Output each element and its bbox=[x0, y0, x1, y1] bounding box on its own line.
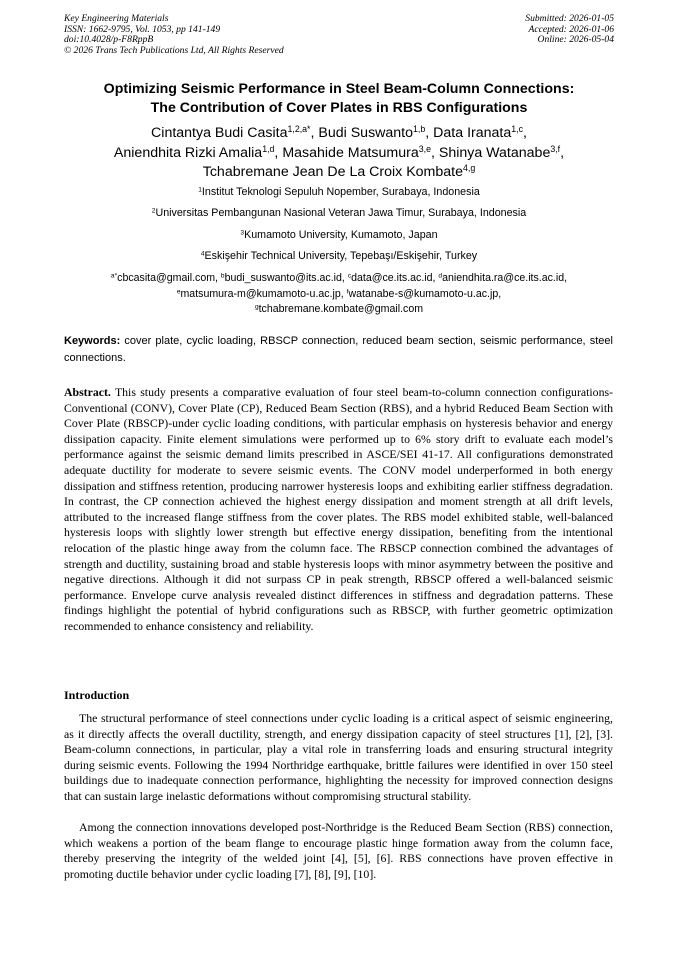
author-affil-sup: 1,2,a* bbox=[287, 124, 311, 135]
author-affil-sup: 1,c bbox=[511, 124, 523, 135]
author-name: Shinya Watanabe bbox=[438, 144, 551, 161]
author-affil-sup: 1,d bbox=[262, 143, 275, 154]
abstract-label: Abstract. bbox=[64, 385, 111, 399]
online-date: Online: 2026-05-04 bbox=[537, 34, 614, 46]
author-name: Masahide Matsumura bbox=[282, 144, 419, 161]
email: tchabremane.kombate@gmail.com bbox=[258, 303, 424, 316]
author-line-1: Cintantya Budi Casita$^{1,2,a*}$, Budi Suswanto$^{1,b}$, Data Iranata$^{1,c}$, bbox=[151, 124, 527, 141]
email: budi_suswanto@its.ac.id, bbox=[224, 272, 348, 284]
email-line-3: $^g$tchabremane.kombate@gmail.com bbox=[254, 303, 424, 316]
affiliation-3: $^3$Kumamoto University, Kumamoto, Japan bbox=[240, 229, 438, 241]
keywords-text: cover plate, cyclic loading, RBSCP connection, reduced beam section, seismic performance, steel connections. bbox=[64, 335, 613, 364]
paper-title bbox=[40, 80, 638, 118]
accepted-date: Accepted: 2026-01-06 bbox=[528, 23, 614, 35]
email: data@ce.its.ac.id, bbox=[351, 272, 439, 284]
journal-header bbox=[64, 14, 284, 56]
email: cbcasita@gmail.com, bbox=[117, 272, 221, 284]
email-line-1: $^{a*}$cbcasita@gmail.com, $^b$budi_suswanto@its.ac.id, $^c$data@ce.its.ac.id, $^d$aniendhita.ra@ce.its.ac.id, bbox=[110, 272, 568, 284]
email: matsumura-m@kumamoto-u.ac.jp, bbox=[180, 287, 347, 300]
submitted-date: Submitted: 2026-01-05 bbox=[525, 13, 614, 24]
title-line-1: Optimizing Seismic Performance in Steel Beam-Column Connections: bbox=[103, 81, 575, 97]
intro-paragraph-1: The structural performance of steel connections under cyclic loading is a critical aspect of seismic engineering, as it directly affects the overall ductility, strength, and energy dissipation capacity of steel structures [1], [2], [3]. Beam-column connections, in particular, play a vital role in transferring loads and ensuring structural integrity during seismic events. Following the 1994 Northridge earthquake, brittle failures were identified in over 150 steel buildings due to inadequate connection performance, highlighting the necessity for improved connection designs that can sustain large inelastic deformations without compromising structural stability. bbox=[64, 711, 613, 803]
email: watanabe-s@kumamoto-u.ac.jp, bbox=[348, 287, 502, 300]
author-affil-sup: 3,f bbox=[550, 143, 561, 154]
email: aniendhita.ra@ce.its.ac.id, bbox=[442, 272, 568, 284]
affiliation-4: $^4$Eskişehir Technical University, Tepebaşı/Eskişehir, Turkey bbox=[200, 250, 478, 262]
issn-volume: ISSN: 1662-9795, Vol. 1053, pp 141-149 bbox=[64, 23, 221, 35]
doi: doi:10.4028/p-F8RppB bbox=[64, 34, 154, 46]
copyright: © 2026 Trans Tech Publications Ltd, All Rights Reserved bbox=[64, 44, 284, 56]
keywords-label: Keywords: bbox=[64, 335, 121, 347]
keywords bbox=[64, 333, 613, 366]
abstract-text: This study presents a comparative evaluation of four steel beam-to-column connection configurations-Conventional (CONV), Cover Plate (CP), Reduced Beam Section (RBS), and a hybrid Reduced Beam Section with Cover Plate (RBSCP)-under cyclic loading conditions, with particular emphasis on hysteresis behavior and energy dissipation capacity. Finite element simulations were performed up to 6% story drift to evaluate each model’s performance against the seismic demand limits prescribed in ASCE/SEI 41-17. All configurations demonstrated adequate ductility for moderate to severe seismic events. The CONV model underperformed in both energy dissipation and stiffness retention, producing narrower hysteresis loops and exhibiting earlier stiffness degradation. In contrast, the CP connection achieved the highest energy dissipation and moment strength at all drift levels, attributed to the increased flange stiffness from the cover plates. The RBS model exhibited stable, well-balanced hysteresis loops with slightly lower strength but effective energy dissipation, benefiting from the intentional relocation of the plastic hinge away from the column face. The RBSCP connection combined the advantages of strength and ductility, sustaining broad and stable hysteresis loops with minor asymmetry between the positive and negative directions. Although it did not surpass CP in peak strength, RBSCP offered a well-balanced seismic performance. Envelope curve analysis revealed distinct differences in stiffness and degradation patterns. These findings highlight the potential of hybrid configurations such as RBSCP, with further geometric optimization recommended to enhance consistency and reliability. bbox=[64, 385, 613, 633]
author-line-2: Aniendhita Rizki Amalia$^{1,d}$, Masahide Matsumura$^{3,e}$, Shinya Watanabe$^{3,f}$, bbox=[113, 143, 565, 161]
dates-header bbox=[525, 14, 614, 46]
author-list bbox=[40, 124, 638, 183]
section-heading-introduction: Introduction bbox=[64, 688, 130, 702]
author-name: Budi Suswanto bbox=[318, 125, 414, 141]
author-name: Tchabremane Jean De La Croix Kombate bbox=[202, 164, 463, 180]
title-line-2: The Contribution of Cover Plates in RBS Configurations bbox=[150, 100, 528, 116]
email-list bbox=[40, 271, 638, 318]
author-affil-sup: 3,e bbox=[418, 143, 431, 154]
affiliation-2: $^2$Universitas Pembangunan Nasional Veteran Jawa Timur, Surabaya, Indonesia bbox=[151, 207, 527, 219]
affiliation-1: $^1$Institut Teknologi Sepuluh Nopember, Surabaya, Indonesia bbox=[198, 186, 480, 198]
intro-paragraph-2: Among the connection innovations developed post-Northridge is the Reduced Beam Section (RBS) connection, which weakens a portion of the beam flange to encourage plastic hinge formation away from the column face, thereby preserving the integrity of the welded joint [4], [5], [6]. RBS connections have proven effective in promoting ductile behavior under cyclic loading [7], [8], [9], [10]. bbox=[64, 820, 613, 881]
author-affil-sup: 1,b bbox=[413, 124, 426, 135]
author-name: Aniendhita Rizki Amalia bbox=[113, 144, 263, 161]
author-line-3 bbox=[40, 163, 638, 183]
journal-name: Key Engineering Materials bbox=[64, 13, 169, 24]
email-line-2: $^e$matsumura-m@kumamoto-u.ac.jp, $^f$watanabe-s@kumamoto-u.ac.jp, bbox=[176, 287, 502, 300]
author-affil-sup: 4,g bbox=[463, 163, 476, 174]
author-name: Cintantya Budi Casita bbox=[151, 125, 288, 141]
abstract bbox=[64, 385, 613, 635]
author-name: Data Iranata bbox=[433, 125, 512, 141]
